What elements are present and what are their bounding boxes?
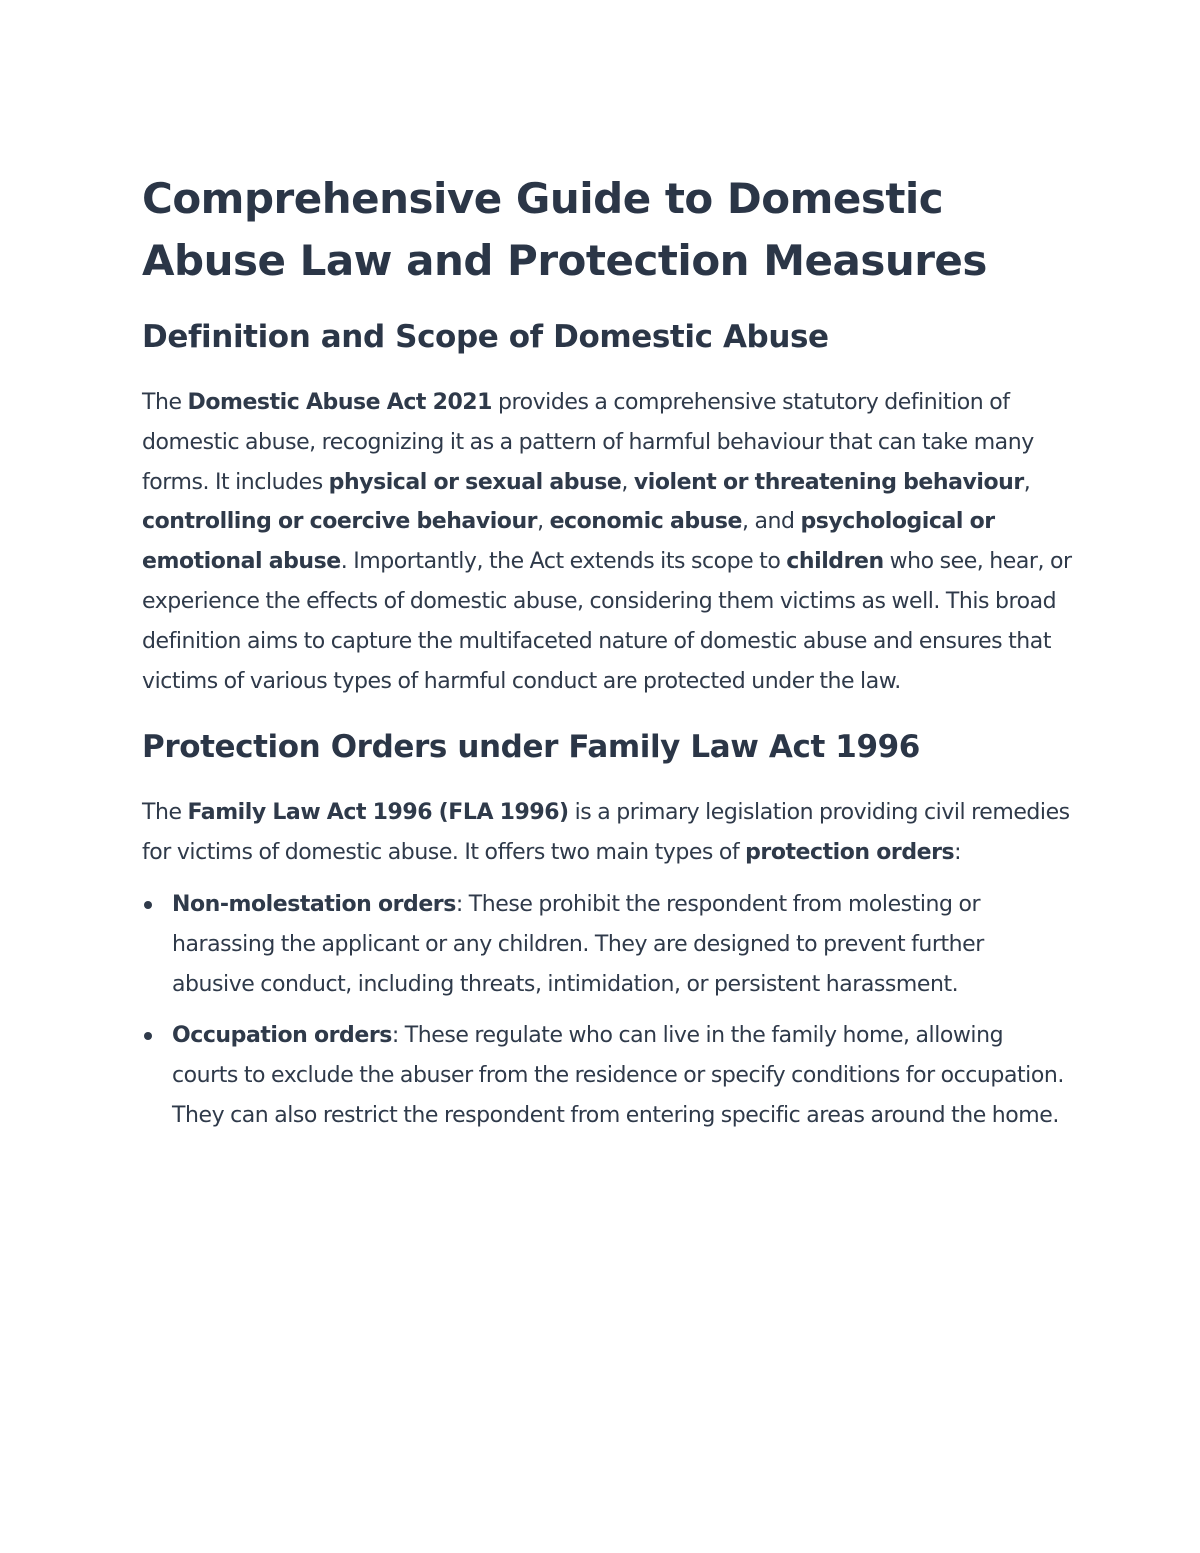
text-span: The: [142, 800, 188, 826]
bold-term: economic abuse: [549, 509, 742, 535]
page-title: Comprehensive Guide to Domestic Abuse Law and Protection Measures: [142, 174, 987, 285]
definition-paragraph: [142, 383, 1072, 701]
bold-term: children: [786, 549, 884, 575]
list-item-text: : These regulate who can live in the family home, allowing courts to exclude the abuser from the residence or specify conditions for occupation. They can also restrict the respondent from entering specific areas around the home.: [172, 1023, 1064, 1128]
document-page: [142, 168, 1072, 1136]
text-span: . Importantly, the Act extends its scope to: [340, 549, 787, 575]
protection-orders-list: [142, 885, 1072, 1136]
text-span: who see, hear, or experience the effects of domestic abuse, considering them victims as well. This broad definition aims to capture the multifaceted nature of domestic abuse and ensures that victims of various types of harmful conduct are protected under the law.: [142, 549, 1072, 694]
list-item: [142, 1016, 1072, 1135]
text-span: provides a comprehensive statutory definition of domestic abuse, recognizing it as a pattern of harmful behaviour that can take many forms. It includes: [142, 390, 1034, 495]
bold-term: physical or sexual abuse: [328, 469, 622, 495]
section-heading-protection-orders: Protection Orders under Family Law Act 1996: [142, 729, 920, 766]
text-span: ,: [621, 469, 634, 495]
text-span: ,: [537, 509, 550, 535]
text-span: , and: [741, 509, 801, 535]
bullet-icon: [144, 901, 152, 909]
bold-term: protection orders: [745, 840, 955, 866]
list-item: [142, 885, 1072, 1004]
section-heading-definition: Definition and Scope of Domestic Abuse: [142, 319, 829, 355]
bold-term: violent or threatening behaviour: [633, 469, 1024, 495]
list-item-term: Non-molestation orders: [172, 891, 456, 917]
bold-term: Family Law Act 1996 (FLA 1996): [187, 800, 569, 826]
bold-term: psychological or emotional abuse: [142, 509, 995, 575]
protection-orders-paragraph: [142, 793, 1072, 873]
text-span: ,: [1023, 469, 1031, 495]
text-span: :: [954, 840, 962, 866]
bold-term: controlling or coercive behaviour: [142, 509, 538, 535]
bullet-icon: [144, 1032, 152, 1040]
text-span: The: [142, 390, 188, 415]
list-item-text: : These prohibit the respondent from molesting or harassing the applicant or any children. They are designed to prevent further abusive conduct, including threats, intimidation, or persistent harassment.: [172, 891, 984, 997]
list-item-term: Occupation orders: [172, 1023, 392, 1049]
text-span: is a primary legislation providing civil remedies for victims of domestic abuse. It offers two main types of: [142, 800, 1070, 866]
bold-term: Domestic Abuse Act 2021: [187, 390, 493, 415]
